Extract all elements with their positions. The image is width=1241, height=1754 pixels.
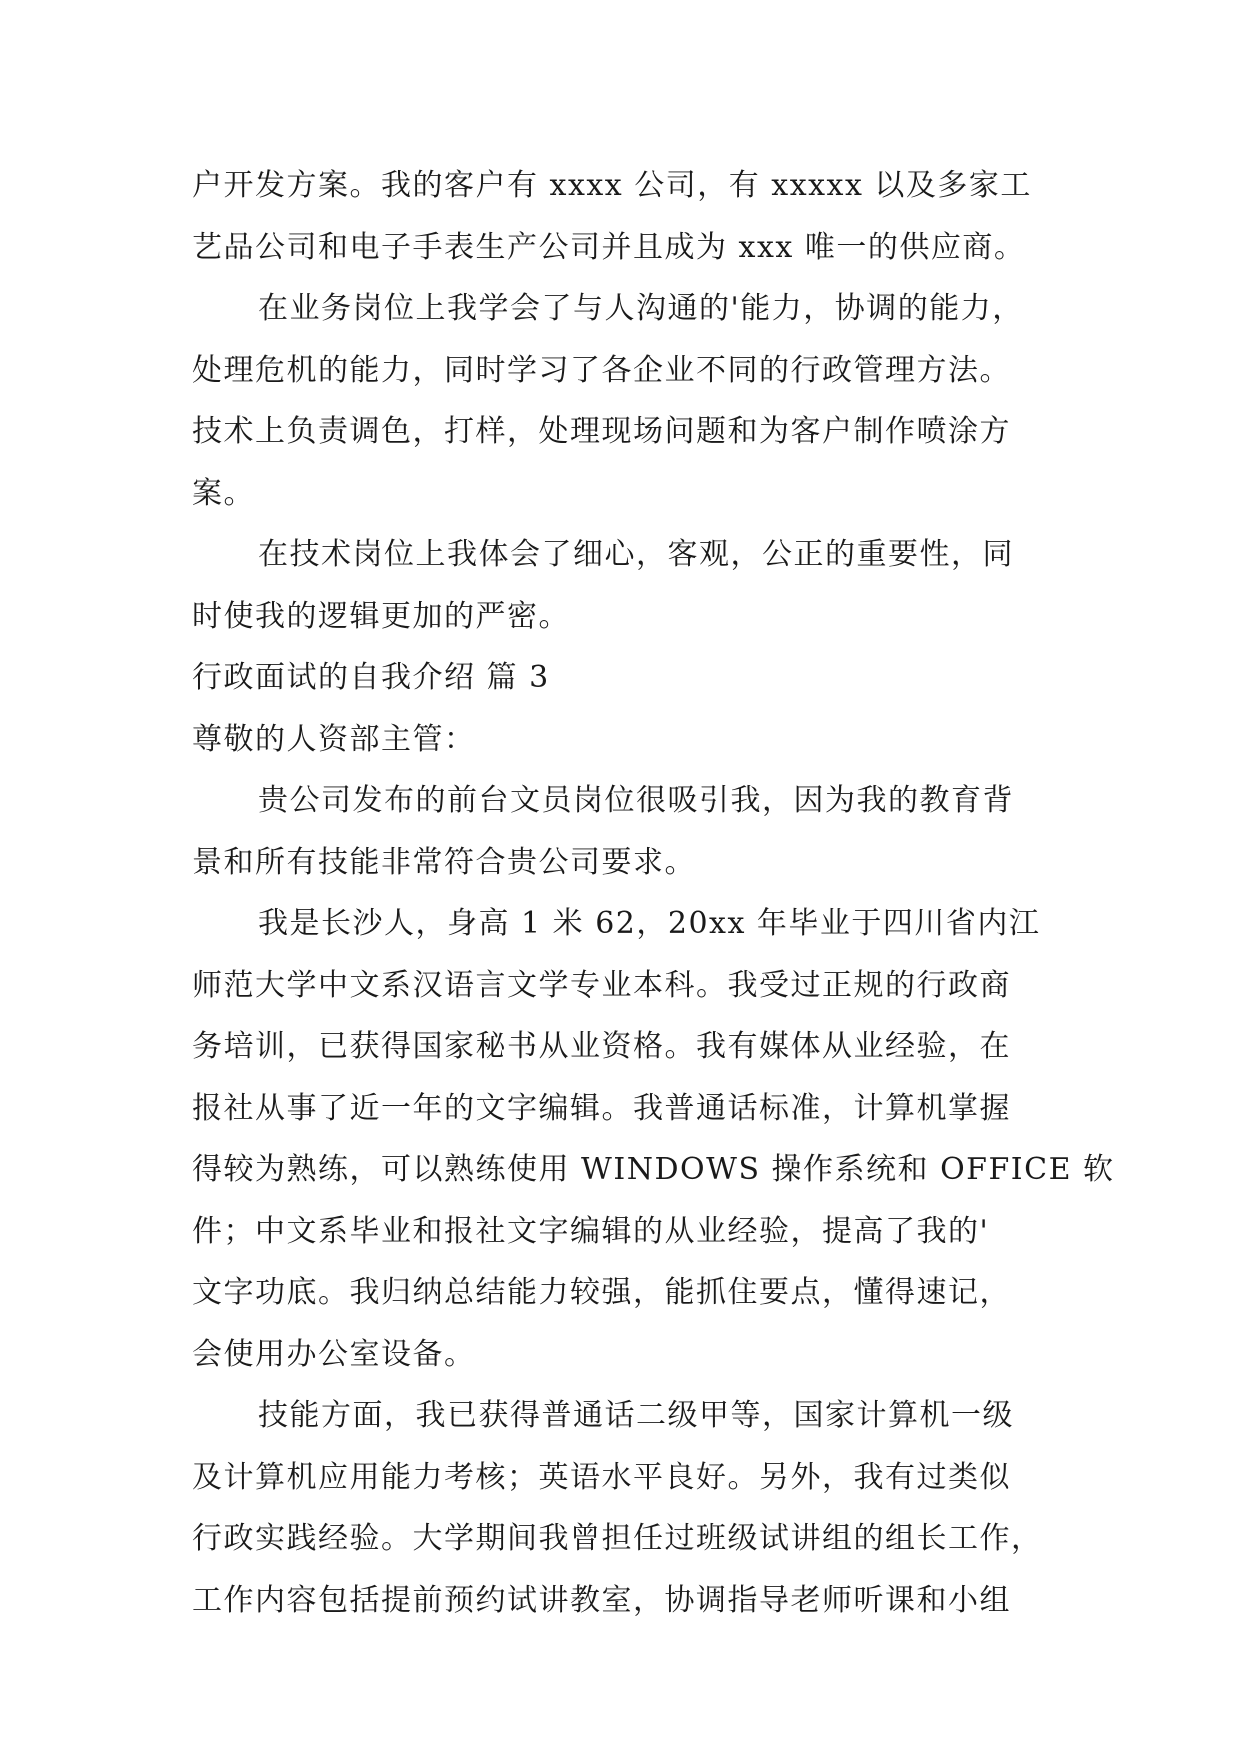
text-line: 文字功底。我归纳总结能力较强，能抓住要点，懂得速记， [192,1275,1011,1310]
text-line: 务培训，已获得国家秘书从业资格。我有媒体从业经验，在 [192,1029,1011,1064]
text-line: 案。 [192,475,255,511]
text-line: 处理危机的能力，同时学习了各企业不同的行政管理方法。 [192,352,1011,388]
text-line: 件；中文系毕业和报社文字编辑的从业经验，提高了我的' [192,1213,990,1249]
document-page [192,155,1115,1631]
section-heading: 行政面试的自我介绍 篇 3 [192,660,550,695]
text-line: 会使用办公室设备。 [192,1336,476,1372]
text-line: 艺品公司和电子手表生产公司并且成为 xxx 唯一的供应商。 [192,229,1026,265]
text-line: 及计算机应用能力考核；英语水平良好。另外，我有过类似 [192,1459,1011,1495]
text-line: 得较为熟练，可以熟练使用 WINDOWS 操作系统和 OFFICE 软 [192,1152,1115,1187]
text-line: 景和所有技能非常符合贵公司要求。 [192,844,696,880]
text-line: 在技术岗位上我体会了细心，客观，公正的重要性，同 [258,537,1014,572]
salutation: 尊敬的人资部主管： [192,721,476,757]
text-line: 技能方面，我已获得普通话二级甲等，国家计算机一级 [258,1398,1014,1433]
text-line: 在业务岗位上我学会了与人沟通的'能力，协调的能力， [258,291,1024,326]
text-line: 技术上负责调色，打样，处理现场问题和为客户制作喷涂方 [192,414,1011,449]
text-line: 贵公司发布的前台文员岗位很吸引我，因为我的教育背 [258,783,1014,818]
text-line: 时使我的逻辑更加的严密。 [192,598,570,634]
text-line: 户开发方案。我的客户有 xxxx 公司，有 xxxxx 以及多家工 [192,168,1032,203]
text-line: 行政实践经验。大学期间我曾担任过班级试讲组的组长工作， [192,1521,1043,1556]
text-line: 我是长沙人，身高 1 米 62，20xx 年毕业于四川省内江 [258,906,1041,941]
text-line: 工作内容包括提前预约试讲教室，协调指导老师听课和小组 [192,1582,1011,1618]
text-line: 报社从事了近一年的文字编辑。我普通话标准，计算机掌握 [192,1090,1011,1126]
text-line: 师范大学中文系汉语言文学专业本科。我受过正规的行政商 [192,967,1011,1003]
